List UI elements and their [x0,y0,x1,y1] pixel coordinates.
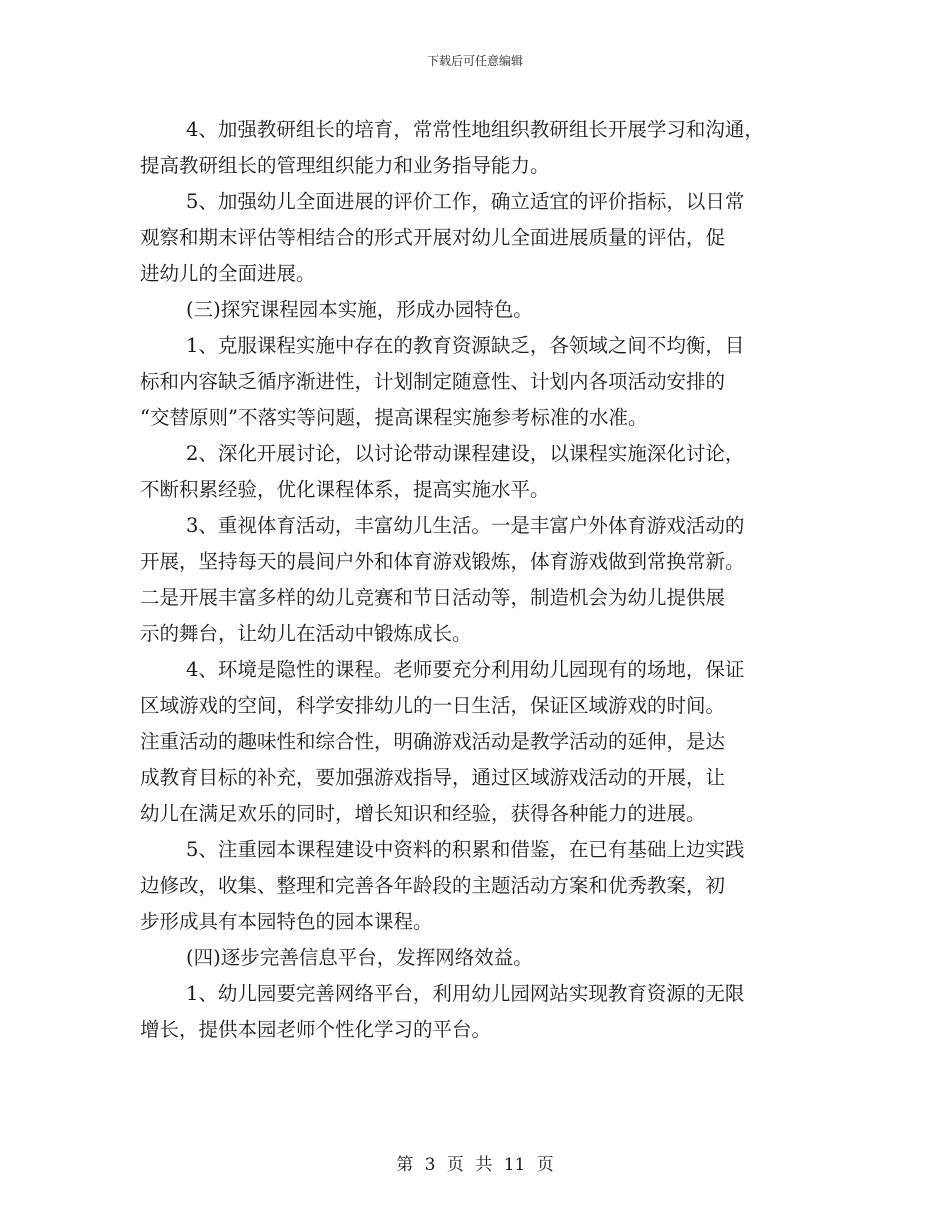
paragraph [140,508,812,652]
paragraph-line: 幼儿在满足欢乐的同时，增长知识和经验，获得各种能力的进展。 [140,802,706,825]
paragraph-line: 示的舞台，让幼儿在活动中锻炼成长。 [140,622,472,645]
page-number: 第 3 页 共 11 页 [396,1155,554,1175]
paragraph [140,976,812,1048]
paragraph-line: 区域游戏的空间，科学安排幼儿的一日生活，保证区域游戏的时间。 [140,694,726,717]
paragraph-line: 成教育目标的补充，要加强游戏指导，通过区域游戏活动的开展，让 [140,766,726,789]
page-header: 下载后可任意编辑 [426,54,523,68]
paragraph-line: 4、环境是隐性的课程。老师要充分利用幼儿园现有的场地，保证 [186,658,745,681]
paragraph [140,112,812,184]
paragraph-line: 5、加强幼儿全面进展的评价工作，确立适宜的评价指标，以日常 [186,190,745,213]
paragraph-line: 1、幼儿园要完善网络平台，利用幼儿园网站实现教育资源的无限 [186,982,745,1005]
paragraph-line: 不断积累经验，优化课程体系，提高实施水平。 [140,478,550,501]
paragraph [140,328,812,436]
paragraph-line: 开展，坚持每天的晨间户外和体育游戏锻炼，体育游戏做到常换常新。 [140,550,745,573]
paragraph [140,436,812,508]
paragraph [140,292,812,328]
paragraph [140,832,812,940]
paragraph-line: 1、克服课程实施中存在的教育资源缺乏，各领域之间不均衡，目 [186,334,745,357]
paragraph-line: 注重活动的趣味性和综合性，明确游戏活动是教学活动的延伸，是达 [140,730,726,753]
paragraph-line: “交替原则”不落实等问题，提高课程实施参考标准的水准。 [140,406,648,429]
paragraph-line: 步形成具有本园特色的园本课程。 [140,910,433,933]
paragraph-line: (三)探究课程园本实施，形成办园特色。 [186,298,533,321]
paragraph-line: 5、注重园本课程建设中资料的积累和借鉴，在已有基础上边实践 [186,838,745,861]
document-body [140,112,812,1048]
paragraph-line: 标和内容缺乏循序渐进性，计划制定随意性、计划内各项活动安排的 [140,370,726,393]
paragraph [140,940,812,976]
paragraph-line: 观察和期末评估等相结合的形式开展对幼儿全面进展质量的评估，促 [140,226,726,249]
paragraph-line: 2、深化开展讨论，以讨论带动课程建设，以课程实施深化讨论， [186,442,745,465]
paragraph-line: 边修改，收集、整理和完善各年龄段的主题活动方案和优秀教案，初 [140,874,726,897]
paragraph-line: 增长，提供本园老师个性化学习的平台。 [140,1018,492,1041]
paragraph [140,184,812,292]
paragraph-line: 二是开展丰富多样的幼儿竞赛和节日活动等，制造机会为幼儿提供展 [140,586,726,609]
paragraph-line: 3、重视体育活动，丰富幼儿生活。一是丰富户外体育游戏活动的 [186,514,745,537]
paragraph [140,652,812,832]
paragraph-line: 提高教研组长的管理组织能力和业务指导能力。 [140,154,550,177]
paragraph-line: (四)逐步完善信息平台，发挥网络效益。 [186,946,533,969]
paragraph-line: 进幼儿的全面进展。 [140,262,316,285]
paragraph-line: 4、加强教研组长的培育，常常性地组织教研组长开展学习和沟通， [186,118,764,141]
